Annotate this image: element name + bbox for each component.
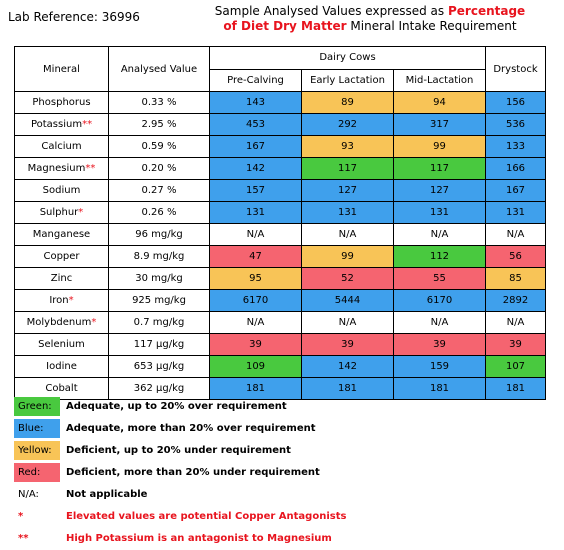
title-text-pre: Sample Analysed Values expressed as [214, 4, 448, 18]
requirement-cell-dry: 181 [486, 378, 546, 400]
note-key: ** [18, 533, 29, 544]
legend-row [14, 418, 346, 439]
requirement-cell-mid: 94 [394, 92, 486, 114]
requirement-cell-mid: 317 [394, 114, 486, 136]
requirement-cell-dry: 166 [486, 158, 546, 180]
requirement-cell-mid: 55 [394, 268, 486, 290]
mineral-label: Cobalt [45, 383, 78, 394]
analysed-value: 2.95 % [109, 114, 210, 136]
mineral-label: Copper [43, 251, 80, 262]
requirement-cell-dry: 107 [486, 356, 546, 378]
mineral-name [15, 180, 109, 202]
requirement-cell-dry: 156 [486, 92, 546, 114]
mineral-label: Magnesium [27, 163, 86, 174]
mineral-label: Manganese [32, 229, 91, 240]
requirement-cell-pre: 142 [210, 158, 302, 180]
requirement-cell-early: 52 [302, 268, 394, 290]
table-row [15, 202, 546, 224]
antagonist-marker: * [91, 317, 97, 328]
requirement-cell-mid: 99 [394, 136, 486, 158]
legend-swatch: Blue: [14, 419, 60, 438]
report-title [205, 4, 535, 34]
requirement-cell-mid: 127 [394, 180, 486, 202]
mineral-name [15, 290, 109, 312]
table-row [15, 224, 546, 246]
note-row [14, 528, 346, 549]
mineral-name [15, 136, 109, 158]
header-pre-calving: Pre-Calving [210, 69, 302, 92]
requirement-cell-dry: N/A [486, 312, 546, 334]
requirement-cell-early: 5444 [302, 290, 394, 312]
requirement-cell-pre: 109 [210, 356, 302, 378]
legend-description: Adequate, up to 20% over requirement [66, 401, 287, 412]
requirement-cell-mid: 181 [394, 378, 486, 400]
legend-description: Adequate, more than 20% over requirement [66, 423, 316, 434]
legend-swatch: Green: [14, 397, 60, 416]
table-row [15, 290, 546, 312]
note-key: N/A: [18, 489, 39, 500]
legend-row [14, 440, 346, 461]
analysed-value: 0.7 mg/kg [109, 312, 210, 334]
mineral-label: Molybdenum [26, 317, 92, 328]
table-row [15, 92, 546, 114]
requirement-cell-mid: 117 [394, 158, 486, 180]
requirement-cell-mid: 6170 [394, 290, 486, 312]
requirement-cell-early: 39 [302, 334, 394, 356]
requirement-cell-pre: 453 [210, 114, 302, 136]
note-row [14, 506, 346, 527]
analysed-value: 8.9 mg/kg [109, 246, 210, 268]
requirement-cell-dry: 2892 [486, 290, 546, 312]
antagonist-marker: * [68, 295, 74, 306]
requirement-cell-pre: 157 [210, 180, 302, 202]
mineral-label: Sulphur [39, 207, 79, 218]
requirement-cell-mid: N/A [394, 224, 486, 246]
requirement-cell-dry: N/A [486, 224, 546, 246]
table-row [15, 334, 546, 356]
title-text-highlight-1: Percentage [447, 4, 526, 18]
note-description: High Potassium is an antagonist to Magnesium [66, 533, 332, 544]
requirement-cell-dry: 536 [486, 114, 546, 136]
title-text-highlight-2: of Diet Dry Matter [223, 19, 347, 33]
requirement-cell-early: 292 [302, 114, 394, 136]
requirement-cell-dry: 56 [486, 246, 546, 268]
requirement-cell-pre: 131 [210, 202, 302, 224]
mineral-label: Zinc [50, 273, 73, 284]
header-analysed-value: Analysed Value [109, 47, 210, 92]
requirement-cell-pre: 47 [210, 246, 302, 268]
mineral-name [15, 158, 109, 180]
note-key: * [18, 511, 24, 522]
table-body [15, 92, 546, 400]
legend-swatch: Yellow: [14, 441, 60, 460]
requirement-cell-pre: 143 [210, 92, 302, 114]
header-drystock: Drystock [486, 47, 546, 92]
table-row [15, 356, 546, 378]
requirement-cell-early: 117 [302, 158, 394, 180]
requirement-cell-pre: 6170 [210, 290, 302, 312]
mineral-name [15, 312, 109, 334]
analysed-value: 0.33 % [109, 92, 210, 114]
table-row [15, 158, 546, 180]
requirement-cell-early: 99 [302, 246, 394, 268]
note-description: Elevated values are potential Copper Antagonists [66, 511, 347, 522]
antagonist-marker: ** [85, 163, 96, 174]
analysed-value: 0.20 % [109, 158, 210, 180]
mineral-label: Selenium [38, 339, 85, 350]
mineral-table [14, 46, 546, 400]
note-description: Not applicable [66, 489, 148, 500]
mineral-name [15, 114, 109, 136]
requirement-cell-dry: 133 [486, 136, 546, 158]
requirement-cell-mid: N/A [394, 312, 486, 334]
requirement-cell-early: 127 [302, 180, 394, 202]
mineral-name [15, 224, 109, 246]
title-text-post: Mineral Intake Requirement [346, 19, 517, 33]
requirement-cell-mid: 131 [394, 202, 486, 224]
requirement-cell-early: 131 [302, 202, 394, 224]
mineral-name [15, 356, 109, 378]
requirement-cell-pre: 95 [210, 268, 302, 290]
mineral-name [15, 246, 109, 268]
table-row [15, 114, 546, 136]
requirement-cell-mid: 112 [394, 246, 486, 268]
mineral-name [15, 268, 109, 290]
requirement-cell-early: 93 [302, 136, 394, 158]
mineral-name [15, 334, 109, 356]
analysed-value: 96 mg/kg [109, 224, 210, 246]
mineral-label: Iron [49, 295, 69, 306]
requirement-cell-early: 142 [302, 356, 394, 378]
legend-description: Deficient, up to 20% under requirement [66, 445, 291, 456]
lab-reference: Lab Reference: 36996 [8, 10, 140, 24]
requirement-cell-early: N/A [302, 224, 394, 246]
mineral-name [15, 92, 109, 114]
mineral-label: Potassium [30, 119, 83, 130]
analysed-value: 362 µg/kg [109, 378, 210, 400]
table-row [15, 246, 546, 268]
requirement-cell-dry: 131 [486, 202, 546, 224]
header-early-lactation: Early Lactation [302, 69, 394, 92]
analysed-value: 925 mg/kg [109, 290, 210, 312]
mineral-name [15, 202, 109, 224]
mineral-label: Phosphorus [32, 97, 91, 108]
requirement-cell-dry: 39 [486, 334, 546, 356]
legend-swatch: Red: [14, 463, 60, 482]
table-row [15, 136, 546, 158]
requirement-cell-pre: N/A [210, 312, 302, 334]
requirement-cell-pre: 181 [210, 378, 302, 400]
requirement-cell-pre: N/A [210, 224, 302, 246]
requirement-cell-mid: 39 [394, 334, 486, 356]
analysed-value: 117 µg/kg [109, 334, 210, 356]
requirement-cell-pre: 39 [210, 334, 302, 356]
analysed-value: 0.26 % [109, 202, 210, 224]
requirement-cell-pre: 167 [210, 136, 302, 158]
antagonist-marker: ** [82, 119, 93, 130]
requirement-cell-early: 181 [302, 378, 394, 400]
analysed-value: 653 µg/kg [109, 356, 210, 378]
table-row [15, 312, 546, 334]
note-row [14, 484, 346, 505]
legend-row [14, 396, 346, 417]
legend-row [14, 462, 346, 483]
requirement-cell-dry: 167 [486, 180, 546, 202]
analysed-value: 30 mg/kg [109, 268, 210, 290]
mineral-label: Calcium [41, 141, 82, 152]
requirement-cell-early: 89 [302, 92, 394, 114]
requirement-cell-dry: 85 [486, 268, 546, 290]
requirement-cell-mid: 159 [394, 356, 486, 378]
antagonist-marker: * [78, 207, 84, 218]
header-dairy-cows: Dairy Cows [210, 47, 486, 70]
mineral-label: Sodium [42, 185, 81, 196]
table-row [15, 180, 546, 202]
header-mineral: Mineral [15, 47, 109, 92]
table-row [15, 268, 546, 290]
legend-description: Deficient, more than 20% under requirement [66, 467, 320, 478]
requirement-cell-early: N/A [302, 312, 394, 334]
analysed-value: 0.27 % [109, 180, 210, 202]
legend [14, 396, 346, 550]
analysed-value: 0.59 % [109, 136, 210, 158]
header-mid-lactation: Mid-Lactation [394, 69, 486, 92]
mineral-label: Iodine [46, 361, 77, 372]
